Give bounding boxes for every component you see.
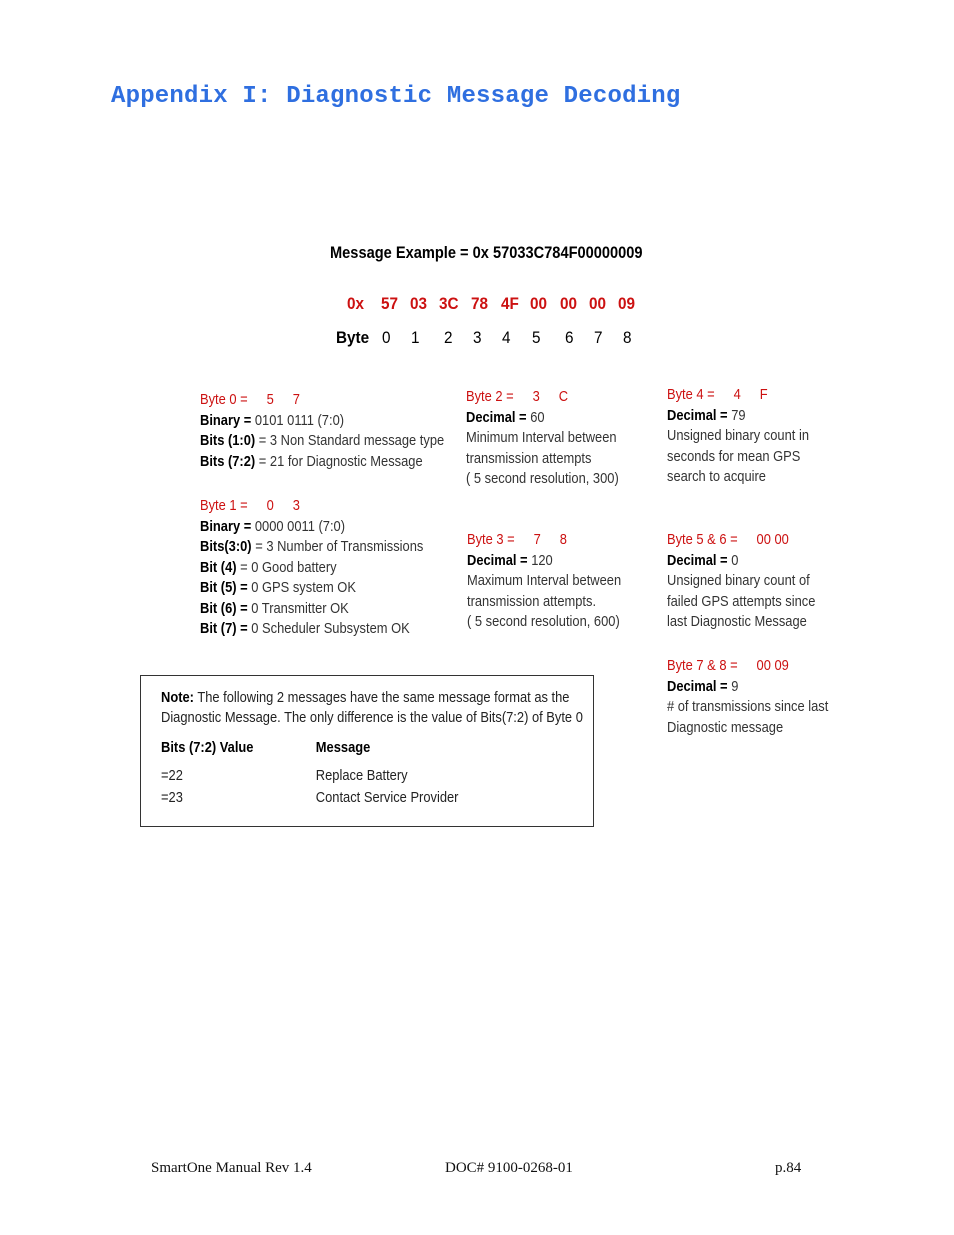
byte3-block [467,530,621,633]
byte1-bits30-value: = 3 Number of Transmissions [255,538,424,555]
byte78-decimal-value: 9 [731,677,739,695]
byte1-header: Byte 1 = [200,497,248,514]
note-row-message: Contact Service Provider [315,789,459,806]
byte56-desc-line-1: Unsigned binary count of [667,572,810,589]
byte2-hex-low: C [558,388,569,405]
byte4-hex-low: F [759,386,768,403]
byte-index-0: 0 [382,328,391,347]
byte-index-2: 2 [444,328,453,347]
byte0-binary-label: Binary = [200,411,252,429]
byte78-hex: 00 09 [756,657,789,674]
note-row [161,788,583,810]
byte56-desc-line-2: failed GPS attempts since [667,592,816,610]
byte2-header: Byte 2 = [466,388,514,405]
byte1-bit7-label: Bit (7) = [200,620,248,637]
byte78-desc-line-2: Diagnostic message [667,718,784,736]
byte1-bit4-value: = 0 Good battery [240,558,337,576]
byte-index-3: 3 [473,328,482,347]
byte3-desc-line-1: Maximum Interval between [467,572,622,589]
byte0-bits10-label: Bits (1:0) [200,432,256,449]
footer-page-number: p.84 [775,1160,802,1176]
byte1-bit7-value: 0 Scheduler Subsystem OK [251,620,410,637]
message-example-label: Message Example = [330,243,469,262]
byte56-decimal-label: Decimal = [667,551,728,569]
byte78-desc-line-1: # of transmissions since last [667,698,829,715]
byte3-decimal-value: 120 [531,551,553,569]
byte4-desc-line-2: seconds for mean GPS [667,447,801,465]
byte1-bit6-label: Bit (6) = [200,599,248,617]
note-line-2: Diagnostic Message. The only difference is the value of Bits(7:2) of Byte 0 [161,709,583,726]
byte2-decimal-label: Decimal = [466,408,527,426]
note-line-1: The following 2 messages have the same message format as the [197,689,570,706]
note-label: Note: [161,689,194,706]
byte1-bit4-label: Bit (4) [200,558,237,576]
byte2-block [466,387,619,490]
byte1-bits30-label: Bits(3:0) [200,538,252,555]
byte4-decimal-value: 79 [731,406,746,424]
byte1-bit6-value: 0 Transmitter OK [251,599,349,617]
hex-byte-1: 03 [410,294,428,313]
note-box [140,675,594,827]
byte2-desc-line-3: ( 5 second resolution, 300) [466,470,619,487]
hex-byte-4: 4F [501,294,519,313]
byte3-header: Byte 3 = [467,531,515,548]
byte0-header: Byte 0 = [200,391,248,408]
byte56-hex: 00 00 [756,531,789,548]
hex-byte-5: 00 [530,294,548,313]
byte-index-8: 8 [623,328,632,347]
byte1-hex-low: 3 [292,497,300,514]
hex-byte-7: 00 [589,294,607,313]
byte-index-7: 7 [594,328,603,347]
byte4-desc-line-3: search to acquire [667,468,766,485]
note-col-value-header: Bits (7:2) Value [161,739,254,756]
footer-manual: SmartOne Manual Rev 1.4 [151,1160,312,1176]
byte0-block [200,390,444,472]
byte4-decimal-label: Decimal = [667,406,728,424]
byte4-desc-line-1: Unsigned binary count in [667,427,809,444]
byte78-decimal-label: Decimal = [667,677,728,695]
byte78-header: Byte 7 & 8 = [667,657,738,674]
byte4-hex-high: 4 [733,386,741,403]
byte0-binary-value: 0101 0111 (7:0) [254,411,345,429]
byte56-block [667,530,815,633]
byte1-bit5-label: Bit (5) = [200,579,248,596]
note-row [161,766,583,788]
byte3-hex-low: 8 [559,531,567,548]
byte4-block [667,385,809,488]
byte3-desc-line-3: ( 5 second resolution, 600) [467,613,620,630]
hex-byte-8: 09 [618,294,636,313]
note-col-message-header: Message [315,739,371,756]
byte0-hex-high: 5 [266,391,274,408]
byte3-hex-high: 7 [533,531,541,548]
hex-byte-2: 3C [439,294,459,313]
byte2-desc-line-1: Minimum Interval between [466,429,617,446]
byte-index-5: 5 [532,328,541,347]
note-content [161,688,583,810]
byte0-bits10-value: = 3 Non Standard message type [258,432,445,449]
byte1-bit5-value: 0 GPS system OK [251,579,356,596]
byte0-hex-low: 7 [292,391,300,408]
note-row-message: Replace Battery [315,767,408,784]
note-row-value: =23 [161,789,183,806]
byte56-decimal-value: 0 [731,551,739,569]
page-title: Appendix I: Diagnostic Message Decoding [111,83,681,110]
byte-index-label: Byte [336,328,370,347]
message-example-value: 0x 57033C784F00000009 [472,243,643,262]
hex-byte-6: 00 [560,294,578,313]
byte-index-4: 4 [502,328,511,347]
hex-byte-0: 57 [381,294,399,313]
byte0-bits72-value: = 21 for Diagnostic Message [258,452,423,470]
byte2-decimal-value: 60 [530,408,545,426]
byte3-desc-line-2: transmission attempts. [467,592,597,610]
byte0-bits72-label: Bits (7:2) [200,452,256,470]
byte1-binary-value: 0000 0011 (7:0) [254,517,346,535]
byte-index-6: 6 [565,328,574,347]
note-row-value: =22 [161,767,183,784]
byte1-binary-label: Binary = [200,517,252,535]
byte56-desc-line-3: last Diagnostic Message [667,613,807,630]
byte4-header: Byte 4 = [667,386,715,403]
byte1-block [200,496,423,640]
byte-index-1: 1 [411,328,420,347]
byte56-header: Byte 5 & 6 = [667,531,738,548]
byte78-block [667,656,828,738]
message-example [330,243,643,263]
byte2-desc-line-2: transmission attempts [466,449,592,467]
byte1-hex-high: 0 [266,497,274,514]
byte3-decimal-label: Decimal = [467,551,528,569]
hex-byte-3: 78 [471,294,489,313]
hex-prefix: 0x [347,294,365,313]
byte2-hex-high: 3 [532,388,540,405]
footer-doc-number: DOC# 9100-0268-01 [445,1160,573,1176]
